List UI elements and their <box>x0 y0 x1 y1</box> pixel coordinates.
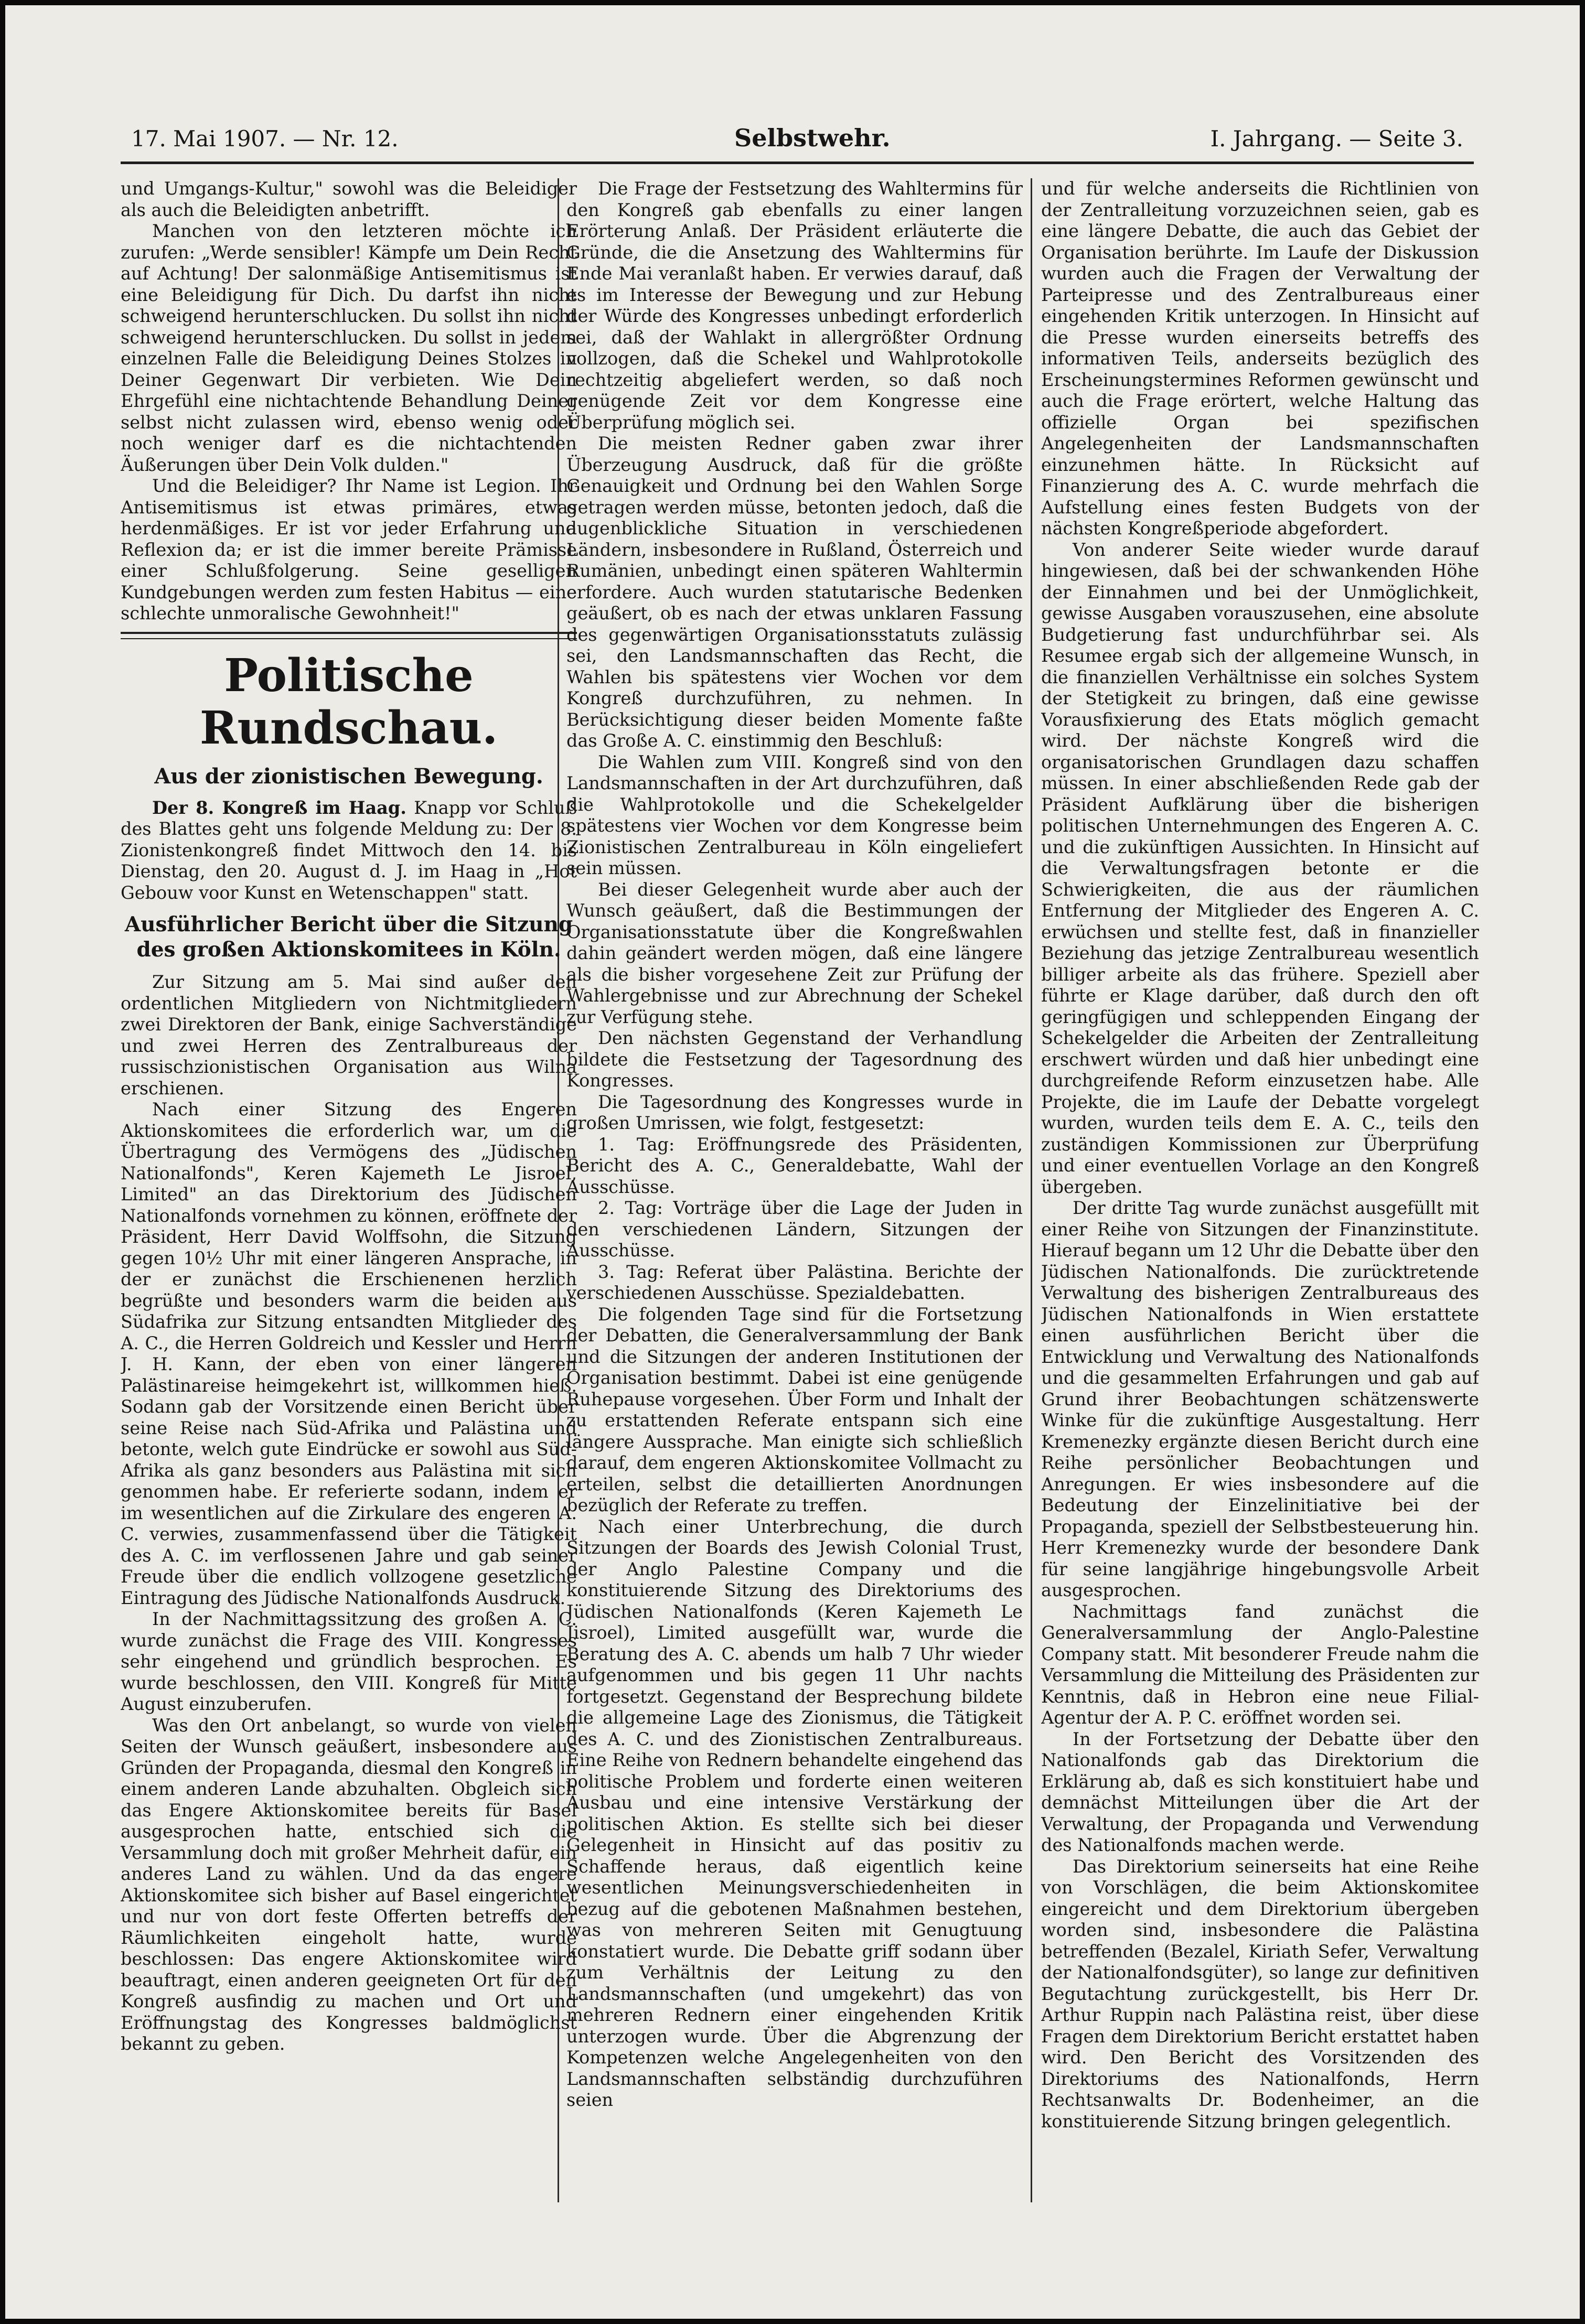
paragraph: Bei dieser Gelegenheit wurde aber auch der Wunsch geäußert, daß die Bestimmungen der Organisationsstatute über die Kongreßwahlen dahin geändert werden mögen, daß eine längere als die bisher vorgesehene Zeit zur Prüfung der Wahlergebnisse und zur Abrechnung der Schekel zur Verfügung stehe. <box>566 879 1023 1027</box>
paragraph: In der Nachmittagssitzung des großen A. C. wurde zunächst die Frage des VIII. Kongresses sehr eingehend und gründlich besprochen. Es wurde beschlossen, den VIII. Kongreß für Mitte August einzuberufen. <box>121 1609 577 1714</box>
agenda-item: 2. Tag: Vorträge über die Lage der Juden in den verschiedenen Ländern, Sitzungen der Ausschüsse. <box>566 1198 1023 1261</box>
page-number: I. Jahrgang. — Seite 3. <box>1210 126 1463 152</box>
paragraph: Das Direktorium seinerseits hat eine Reihe von Vorschlägen, die beim Aktionskomitee eingereicht und dem Direktorium übergeben worden sind, insbesondere die Palästina betreffenden (Bezalel, Kiriath Sefer, Verwaltung der Nationalfondsgüter), so lange zur definitiven Begutachtung zurückgestellt, bis Herr Dr. Arthur Ruppin nach Palästina reist, über diese Fragen dem Direktorium Bericht erstattet haben wird. Den Bericht des Vorsitzenden des Direktoriums des Nationalfonds, Herrn Rechtsanwalts Dr. Bodenheimer, an die konstituierende Sitzung bringen gelegentlich. <box>1041 1856 1479 2132</box>
column-3 <box>1041 178 1479 2202</box>
column-1 <box>121 178 577 2202</box>
paragraph: Von anderer Seite wieder wurde darauf hingewiesen, daß bei der schwankenden Höhe der Einnahmen und bei der Unmöglichkeit, gewisse Ausgaben vorauszusehen, eine absolute Budgetierung fast undurchführbar sei. Als Resumee ergab sich der allgemeine Wunsch, in die finanziellen Verhältnisse ein solches System der Stetigkeit zu bringen, daß eine gewisse Vorausfixierung des Etats möglich gemacht wird. Der nächste Kongreß wird die organisatorischen Grundlagen dazu schaffen müssen. In einer abschließenden Rede gab der Präsident Aufklärung über die bisherigen politischen Unternehmungen des Engeren A. C. und die zukünftigen Aussichten. In Hinsicht auf die Verwaltungsfragen betonte er die Schwierigkeiten, die aus der räumlichen Entfernung der Mitglieder des Engeren A. C. erwüchsen und stellte fest, daß in finanzieller Beziehung das jetzige Zentralbureau wesentlich billiger arbeite als das frühere. Speziell aber führte er Klage darüber, daß durch den oft geringfügigen und schleppenden Eingang der Schekelgelder die Arbeiten der Zentralleitung erschwert würden und daß hier unbedingt eine durchgreifende Reform einzusetzen habe. Alle Projekte, die im Laufe der Debatte vorgelegt wurden, wurden teils dem E. A. C., teils den zuständigen Kommissionen zur Überprüfung und einer eventuellen Vorlage an den Kongreß übergeben. <box>1041 539 1479 1197</box>
paragraph: Die Frage der Festsetzung des Wahltermins für den Kongreß gab ebenfalls zu einer langen Erörterung Anlaß. Der Präsident erläuterte die Gründe, die die Ansetzung des Wahltermins für Ende Mai veranlaßt haben. Er verwies darauf, daß es im Interesse der Bewegung und zur Hebung der Würde des Kongresses unbedingt erforderlich sei, daß der Wahlakt in allergrößter Ordnung vollzogen, daß die Schekel und Wahlprotokolle rechtzeitig abgeliefert werden, so daß noch genügende Zeit vor dem Kongresse eine Überprüfung möglich sei. <box>566 178 1023 433</box>
paragraph: Was den Ort anbelangt, so wurde von vielen Seiten der Wunsch geäußert, insbesondere aus Gründen der Propaganda, diesmal den Kongreß in einem anderen Lande abzuhalten. Obgleich sich das Engere Aktionskomitee bereits für Basel ausgesprochen hatte, entschied sich die Versammlung doch mit großer Mehrheit dafür, ein anderes Land zu wählen. Und da das engere Aktionskomitee sich bisher auf Basel eingerichtet und nur von dort feste Offerten betreffs der Räumlichkeiten eingeholt hatte, wurde beschlossen: Das engere Aktionskomitee wird beauftragt, einen anderen geeigneten Ort für den Kongreß ausfindig zu machen und Ort und Eröffnungstag des Kongresses baldmöglichst bekannt zu geben. <box>121 1715 577 2054</box>
paragraph: und Umgangs-Kultur," sowohl was die Beleidiger als auch die Beleidigten anbetrifft. <box>121 178 577 220</box>
paragraph: Den nächsten Gegenstand der Verhandlung bildete die Festsetzung der Tagesordnung des Kongresses. <box>566 1028 1023 1091</box>
paragraph: Die Tagesordnung des Kongresses wurde in großen Umrissen, wie folgt, festgesetzt: <box>566 1091 1023 1133</box>
paragraph: Die Wahlen zum VIII. Kongreß sind von den Landsmannschaften in der Art durchzuführen, daß die Wahlprotokolle und die Schekelgelder spätestens vier Wochen vor dem Kongresse beim Zionistischen Zentralbureau in Köln eingeliefert sein müssen. <box>566 751 1023 878</box>
kongress-text: Knapp vor Schluß des Blattes geht uns folgende Meldung zu: Der 8. Zionistenkongreß findet Mittwoch den 14. bis Dienstag, den 20. August d. J. im Haag in „Hot Gebouw voor Kunst en Wetenschappen" statt. <box>121 797 577 903</box>
paragraph: Manchen von den letzteren möchte ich zurufen: „Werde sensibler! Kämpfe um Dein Recht auf Achtung! Der salonmäßige Antisemitismus ist eine Beleidigung für Dich. Du darfst ihn nicht schweigend herunterschlucken. Du sollst ihn nicht schweigend herunterschlucken. Du sollst in jedem einzelnen Falle die Beleidigung Deines Stolzes in Deiner Gegenwart Dir verbieten. Wie Dein Ehrgefühl eine nichtachtende Behandlung Deiner selbst nicht zulassen wird, ebenso wenig oder noch weniger darf es die nichtachtenden Äußerungen über Dein Volk dulden." <box>121 221 577 475</box>
subheading: Aus der zionistischen Bewegung. <box>154 763 543 789</box>
agenda-item: 1. Tag: Eröffnungsrede des Präsidenten, Bericht des A. C., Generaldebatte, Wahl der Ausschüsse. <box>566 1134 1023 1197</box>
masthead-title: Selbstwehr. <box>734 124 891 152</box>
paragraph: Nach einer Sitzung des Engeren Aktionskomitees die erforderlich war, um die Übertragung des Vermögens des „Jüdischen Nationalfonds", Keren Kajemeth Le Jisroel, Limited" an das Direktorium des Jüdischen Nationalfonds vornehmen zu können, eröffnete der Präsident, Herr David Wolffsohn, die Sitzung gegen 10½ Uhr mit einer längeren Ansprache, in der er zunächst die Erschienenen herzlich begrüßte und besonders warm die beiden aus Südafrika zur Sitzung entsandten Mitglieder des A. C., die Herren Goldreich und Kessler und Herrn J. H. Kann, der eben von einer längeren Palästinareise heimgekehrt ist, willkommen hieß. Sodann gab der Vorsitzende einen Bericht über seine Reise nach Süd-Afrika und Palästina und betonte, welch gute Eindrücke er sowohl aus Süd-Afrika als ganz besonders aus Palästina mit sich genommen habe. Er referierte sodann, indem er im wesentlichen auf die Zirkulare des engeren A. C. verwies, zusammenfassend über die Tätigkeit des A. C. im verflossenen Jahre und gab seiner Freude über die endlich vollzogene gesetzliche Eintragung des Jüdische Nationalfonds Ausdruck. <box>121 1099 577 1608</box>
paragraph-kongress <box>121 798 577 904</box>
column-rule-2 <box>1031 178 1032 2202</box>
paragraph: Nach einer Unterbrechung, die durch Sitzungen der Boards des Jewish Colonial Trust, der Anglo Palestine Company und die konstituierende Sitzung des Direktoriums des Jüdischen Nationalfonds (Keren Kajemeth Le Jisroel), Limited ausgefüllt war, wurde die Beratung des A. C. abends um halb 7 Uhr wieder aufgenommen und bis gegen 11 Uhr nachts fortgesetzt. Gegenstand der Besprechung bildete die allgemeine Lage des Zionismus, die Tätigkeit des A. C. und des Zionistischen Zentralbureaus. Eine Reihe von Rednern behandelte eingehend das politische Problem und forderte einen weiteren Ausbau und eine intensive Verstärkung der politischen Aktion. Es stellte sich bei dieser Gelegenheit in Hinsicht auf das positiv zu Schaffende heraus, daß eigentlich keine wesentlichen Meinungsverschiedenheiten in bezug auf die gebotenen Maßnahmen bestehen, was von mehreren Seiten mit Genugtuung konstatiert wurde. Die Debatte griff sodann über zum Verhältnis der Leitung zu den Landsmannschaften (und umgekehrt) das von mehreren Rednern einer eingehenden Kritik unterzogen wurde. Über die Abgrenzung der Kompetenzen welche Angelegenheiten von den Landsmannschaften selbständig durchzuführen seien <box>566 1516 1023 2110</box>
paragraph: und für welche anderseits die Richtlinien von der Zentralleitung vorzuzeichnen seien, gab es eine längere Debatte, die auch das Gebiet der Organisation berührte. Im Laufe der Diskussion wurden auch die Fragen der Verwaltung der Parteipresse und des Zentralbureaus einer eingehenden Kritik unterzogen. In Hinsicht auf die Presse wurden einerseits betreffs des informativen Teils, anderseits bezüglich des Erscheinungstermines Reformen gewünscht und auch die Frage erörtert, welche Haltung das offizielle Organ bei spezifischen Angelegenheiten der Landsmannschaften einzunehmen hätte. In Rücksicht auf Finanzierung des A. C. wurde mehrfach die Aufstellung eines festen Budgets von der nächsten Kongreßperiode abgefordert. <box>1041 178 1479 539</box>
issue-date: 17. Mai 1907. — Nr. 12. <box>131 126 399 152</box>
paragraph: Zur Sitzung am 5. Mai sind außer den ordentlichen Mitgliedern von Nichtmitgliedern zwei Direktoren der Bank, einige Sachverständige und zwei Herren des Zentralbureaus der russischzionistischen Organisation aus Wilna erschienen. <box>121 972 577 1099</box>
agenda-item: 3. Tag: Referat über Palästina. Berichte der verschiedenen Ausschüsse. Spezialdebatten. <box>566 1261 1023 1303</box>
paragraph: Die meisten Redner gaben zwar ihrer Überzeugung Ausdruck, daß für die größte Genauigkeit und Ordnung bei den Wahlen Sorge getragen werden müsse, betonten jedoch, daß die augenblickliche Situation in verschiedenen Ländern, insbesondere in Rußland, Österreich und Rumänien, unbedingt einen späteren Wahltermin erfordere. Auch wurden statutarische Bedenken geäußert, ob es nach der etwas unklaren Fassung des gegenwärtigen Organisationsstatuts zulässig sei, den Landsmannschaften das Recht, die Wahlen bis spätestens vier Wochen vor dem Kongreß durchzuführen, zu nehmen. In Berücksichtigung dieser beiden Momente faßte das Große A. C. einstimmig den Beschluß: <box>566 433 1023 751</box>
paragraph: Der dritte Tag wurde zunächst ausgefüllt mit einer Reihe von Sitzungen der Finanzinstitute. Hierauf begann um 12 Uhr die Debatte über den Jüdischen Nationalfonds. Die zurücktretende Verwaltung des bisherigen Zentralbureaus des Jüdischen Nationalfonds in Wien erstattete einen ausführlichen Bericht über die Entwicklung und Verwaltung des Nationalfonds und die gesammelten Erfahrungen und gab auf Grund ihrer Beobachtungen schätzenswerte Winke für die zukünftige Ausgestaltung. Herr Kremenezky ergänzte diesen Bericht durch eine Reihe persönlicher Beobachtungen und Anregungen. Er wies insbesondere auf die Bedeutung der Einzelinitiative bei der Propaganda, speziell der Selbstbesteuerung hin. Herr Kremenezky wurde der besondere Dank für seine langjährige hingebungsvolle Arbeit ausgesprochen. <box>1041 1198 1479 1600</box>
agenda-list <box>566 1134 1023 1304</box>
paragraph: In der Fortsetzung der Debatte über den Nationalfonds gab das Direktorium die Erklärung ab, daß es sich konstituiert habe und demnächst Mitteilungen über die Art der Verwaltung, der Propaganda und Verwendung des Nationalfonds machen werde. <box>1041 1728 1479 1855</box>
paragraph: Die folgenden Tage sind für die Fortsetzung der Debatten, die Generalversammlung der Bank und die Sitzungen der anderen Institutionen der Organisation bestimmt. Dabei ist eine genügende Ruhepause vorgesehen. Über Form und Inhalt der zu erstattenden Referate entspann sich eine längere Aussprache. Man einigte sich schließlich darauf, dem engeren Aktionskomitee Vollmacht zu erteilen, selbst die detaillierten Anordnungen bezüglich der Referate zu treffen. <box>566 1304 1023 1515</box>
kongress-lead: Der 8. Kongreß im Haag. <box>152 797 406 818</box>
section-divider <box>121 632 577 639</box>
paragraph: Und die Beleidiger? Ihr Name ist Legion. Ihr Antisemitismus ist etwas primäres, etwas herdenmäßiges. Er ist vor jeder Erfahrung und Reflexion da; er ist die immer bereite Prämisse einer Schlußfolgerung. Seine geselligen Kundgebungen werden zum festen Habitus — eine schlechte unmoralische Gewohnheit!" <box>121 476 577 623</box>
report-heading: Ausführlicher Bericht über die Sitzung des großen Aktionskomitees in Köln. <box>124 912 573 962</box>
section-title: Politische Rundschau. <box>199 649 498 755</box>
column-2 <box>566 178 1023 2202</box>
paragraph: Nachmittags fand zunächst die Generalversammlung der Anglo-Palestine Company statt. Mit besonderer Freude nahm die Versammlung die Mitteilung des Präsidenten zur Kenntnis, daß in Hebron eine neue Filial-Agentur der A. P. C. eröffnet worden sei. <box>1041 1601 1479 1728</box>
page-header <box>121 120 1474 164</box>
